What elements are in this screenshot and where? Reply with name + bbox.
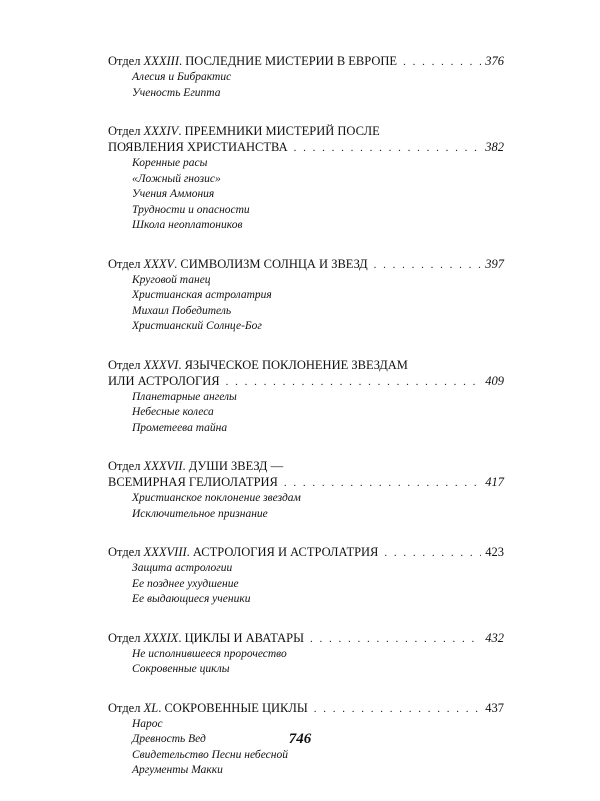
subsection-item[interactable]: Нарос <box>132 717 163 730</box>
section-title: ПРЕЕМНИКИ МИСТЕРИЙ ПОСЛЕ <box>184 124 380 138</box>
subsection-item[interactable]: Сокровенные циклы <box>132 663 230 675</box>
section-roman-numeral: XXXIII <box>143 54 180 68</box>
section-prefix: Отдел <box>108 459 141 473</box>
table-of-contents <box>108 53 504 801</box>
subsection-list <box>108 156 504 234</box>
section-title-continued: ПОЯВЛЕНИЯ ХРИСТИАНСТВА <box>108 140 288 154</box>
toc-heading[interactable] <box>108 474 504 491</box>
dot-leader <box>374 257 482 273</box>
section-page-number: 376 <box>485 54 504 68</box>
subsection-item[interactable]: Христианская астролатрия <box>132 289 272 301</box>
subsection-item[interactable]: Христианский Солнце-Бог <box>132 320 262 332</box>
section-page-number: 423 <box>485 545 504 559</box>
subsection-item[interactable]: Небесные колеса <box>132 406 214 418</box>
subsection-item[interactable]: Школа неоплатоников <box>132 219 243 231</box>
section-page-number: 437 <box>485 700 504 715</box>
subsection-list <box>108 647 504 678</box>
subsection-list <box>108 491 504 522</box>
subsection-item[interactable]: Прометеева тайна <box>132 421 228 434</box>
section-roman-numeral: XXXIX <box>143 630 179 645</box>
subsection-list <box>108 273 504 335</box>
dot-leader <box>310 631 481 647</box>
section-page-number: 432 <box>485 630 504 645</box>
toc-heading[interactable] <box>108 373 504 390</box>
section-title: ПОСЛЕДНИЕ МИСТЕРИИ В ЕВРОПЕ <box>185 54 398 68</box>
subsection-item[interactable]: Защита астрологии <box>132 562 233 574</box>
toc-heading-first-line[interactable]: Отдел XXXVII. ДУШИ ЗВЕЗД — <box>108 459 284 473</box>
dot-leader <box>294 140 482 156</box>
subsection-item[interactable]: Ее выдающиеся ученики <box>132 593 251 605</box>
section-title: ЯЗЫЧЕСКОЕ ПОКЛОНЕНИЕ ЗВЕЗДАМ <box>184 357 408 372</box>
toc-heading[interactable]: Отдел XXXVIII. АСТРОЛОГИЯ И АСТРОЛАТРИЯ . . . 423 <box>108 544 504 561</box>
section-title: СИМВОЛИЗМ СОЛНЦА И ЗВЕЗД <box>180 256 368 271</box>
section-title: ЦИКЛЫ И АВАТАРЫ <box>184 630 305 645</box>
section-roman-numeral: XL <box>143 700 159 715</box>
section-prefix: Отдел <box>108 124 141 138</box>
subsection-item[interactable]: Не исполнившееся пророчество <box>132 647 287 660</box>
toc-heading-first-line[interactable]: Отдел XXXVI. ЯЗЫЧЕСКОЕ ПОКЛОНЕНИЕ ЗВЕЗДАМ <box>108 357 408 372</box>
dot-leader <box>403 54 481 70</box>
toc-section <box>108 458 504 522</box>
subsection-item[interactable]: Трудности и опасности <box>132 203 250 216</box>
section-title-continued: ВСЕМИРНАЯ ГЕЛИОЛАТРИЯ <box>108 475 278 489</box>
toc-section <box>108 544 504 608</box>
subsection-item[interactable]: Аргументы Макки <box>132 764 223 776</box>
section-roman-numeral: XXXVIII <box>143 545 187 559</box>
toc-heading-first-line[interactable]: Отдел XXXIV. ПРЕЕМНИКИ МИСТЕРИЙ ПОСЛЕ <box>108 124 380 138</box>
section-title-continued: ИЛИ АСТРОЛОГИЯ <box>108 373 220 388</box>
section-prefix: Отдел <box>108 545 141 559</box>
toc-heading[interactable]: Отдел XL. СОКРОВЕННЫЕ ЦИКЛЫ . . . 437 <box>108 700 504 717</box>
section-roman-numeral: XXXIV <box>143 124 179 138</box>
dot-leader <box>314 701 482 717</box>
dot-leader <box>384 545 481 561</box>
subsection-item[interactable]: Планетарные ангелы <box>132 390 237 403</box>
section-roman-numeral: XXXVI <box>143 357 179 372</box>
section-prefix: Отдел <box>108 54 141 68</box>
toc-heading[interactable]: Отдел XXXIX. ЦИКЛЫ И АВАТАРЫ . . . 432 <box>108 630 504 647</box>
toc-heading[interactable]: Отдел XXXV. СИМВОЛИЗМ СОЛНЦА И ЗВЕЗД . . . 397 <box>108 256 504 273</box>
subsection-item[interactable]: Круговой танец <box>132 273 211 286</box>
section-page-number: 397 <box>485 256 504 271</box>
section-title: АСТРОЛОГИЯ И АСТРОЛАТРИЯ <box>192 545 379 559</box>
section-prefix: Отдел <box>108 357 141 372</box>
toc-section <box>108 123 504 234</box>
section-roman-numeral: XXXVII <box>143 459 183 473</box>
subsection-item[interactable]: Свидетельство Песни небесной <box>132 748 288 761</box>
subsection-item[interactable]: Ее позднее ухудшение <box>132 577 239 590</box>
toc-section <box>108 357 504 437</box>
subsection-item[interactable]: Алесия и Бибрактис <box>132 71 232 83</box>
section-prefix: Отдел <box>108 630 141 645</box>
section-prefix: Отдел <box>108 700 141 715</box>
section-page-number: 409 <box>485 373 504 388</box>
subsection-item[interactable]: Коренные расы <box>132 157 208 169</box>
subsection-item[interactable]: Исключительное признание <box>132 507 268 520</box>
toc-heading[interactable]: Отдел XXXIII. ПОСЛЕДНИЕ МИСТЕРИИ В ЕВРОПЕ . . . 376 <box>108 53 504 70</box>
section-title: СОКРОВЕННЫЕ ЦИКЛЫ <box>164 700 308 715</box>
page-number-footer: 746 <box>288 731 312 747</box>
subsection-item[interactable]: Христианское поклонение звездам <box>132 492 301 504</box>
toc-section <box>108 256 504 335</box>
dot-leader <box>284 475 481 491</box>
subsection-list <box>108 561 504 608</box>
subsection-item[interactable]: «Ложный гнозис» <box>132 172 221 185</box>
subsection-item[interactable]: Ученость Египта <box>132 86 221 99</box>
dot-leader <box>226 374 482 390</box>
subsection-list <box>108 70 504 101</box>
section-page-number: 382 <box>485 140 504 154</box>
subsection-list <box>108 390 504 437</box>
toc-heading[interactable] <box>108 139 504 156</box>
section-roman-numeral: XXXV <box>143 256 175 271</box>
section-prefix: Отдел <box>108 256 141 271</box>
toc-section <box>108 630 504 678</box>
subsection-item[interactable]: Учения Аммония <box>132 188 215 200</box>
subsection-item[interactable]: Древность Вед <box>132 733 206 745</box>
toc-section <box>108 53 504 101</box>
section-title: ДУШИ ЗВЕЗД — <box>188 459 284 473</box>
section-page-number: 417 <box>485 475 504 489</box>
subsection-item[interactable]: Михаил Победитель <box>132 304 232 317</box>
